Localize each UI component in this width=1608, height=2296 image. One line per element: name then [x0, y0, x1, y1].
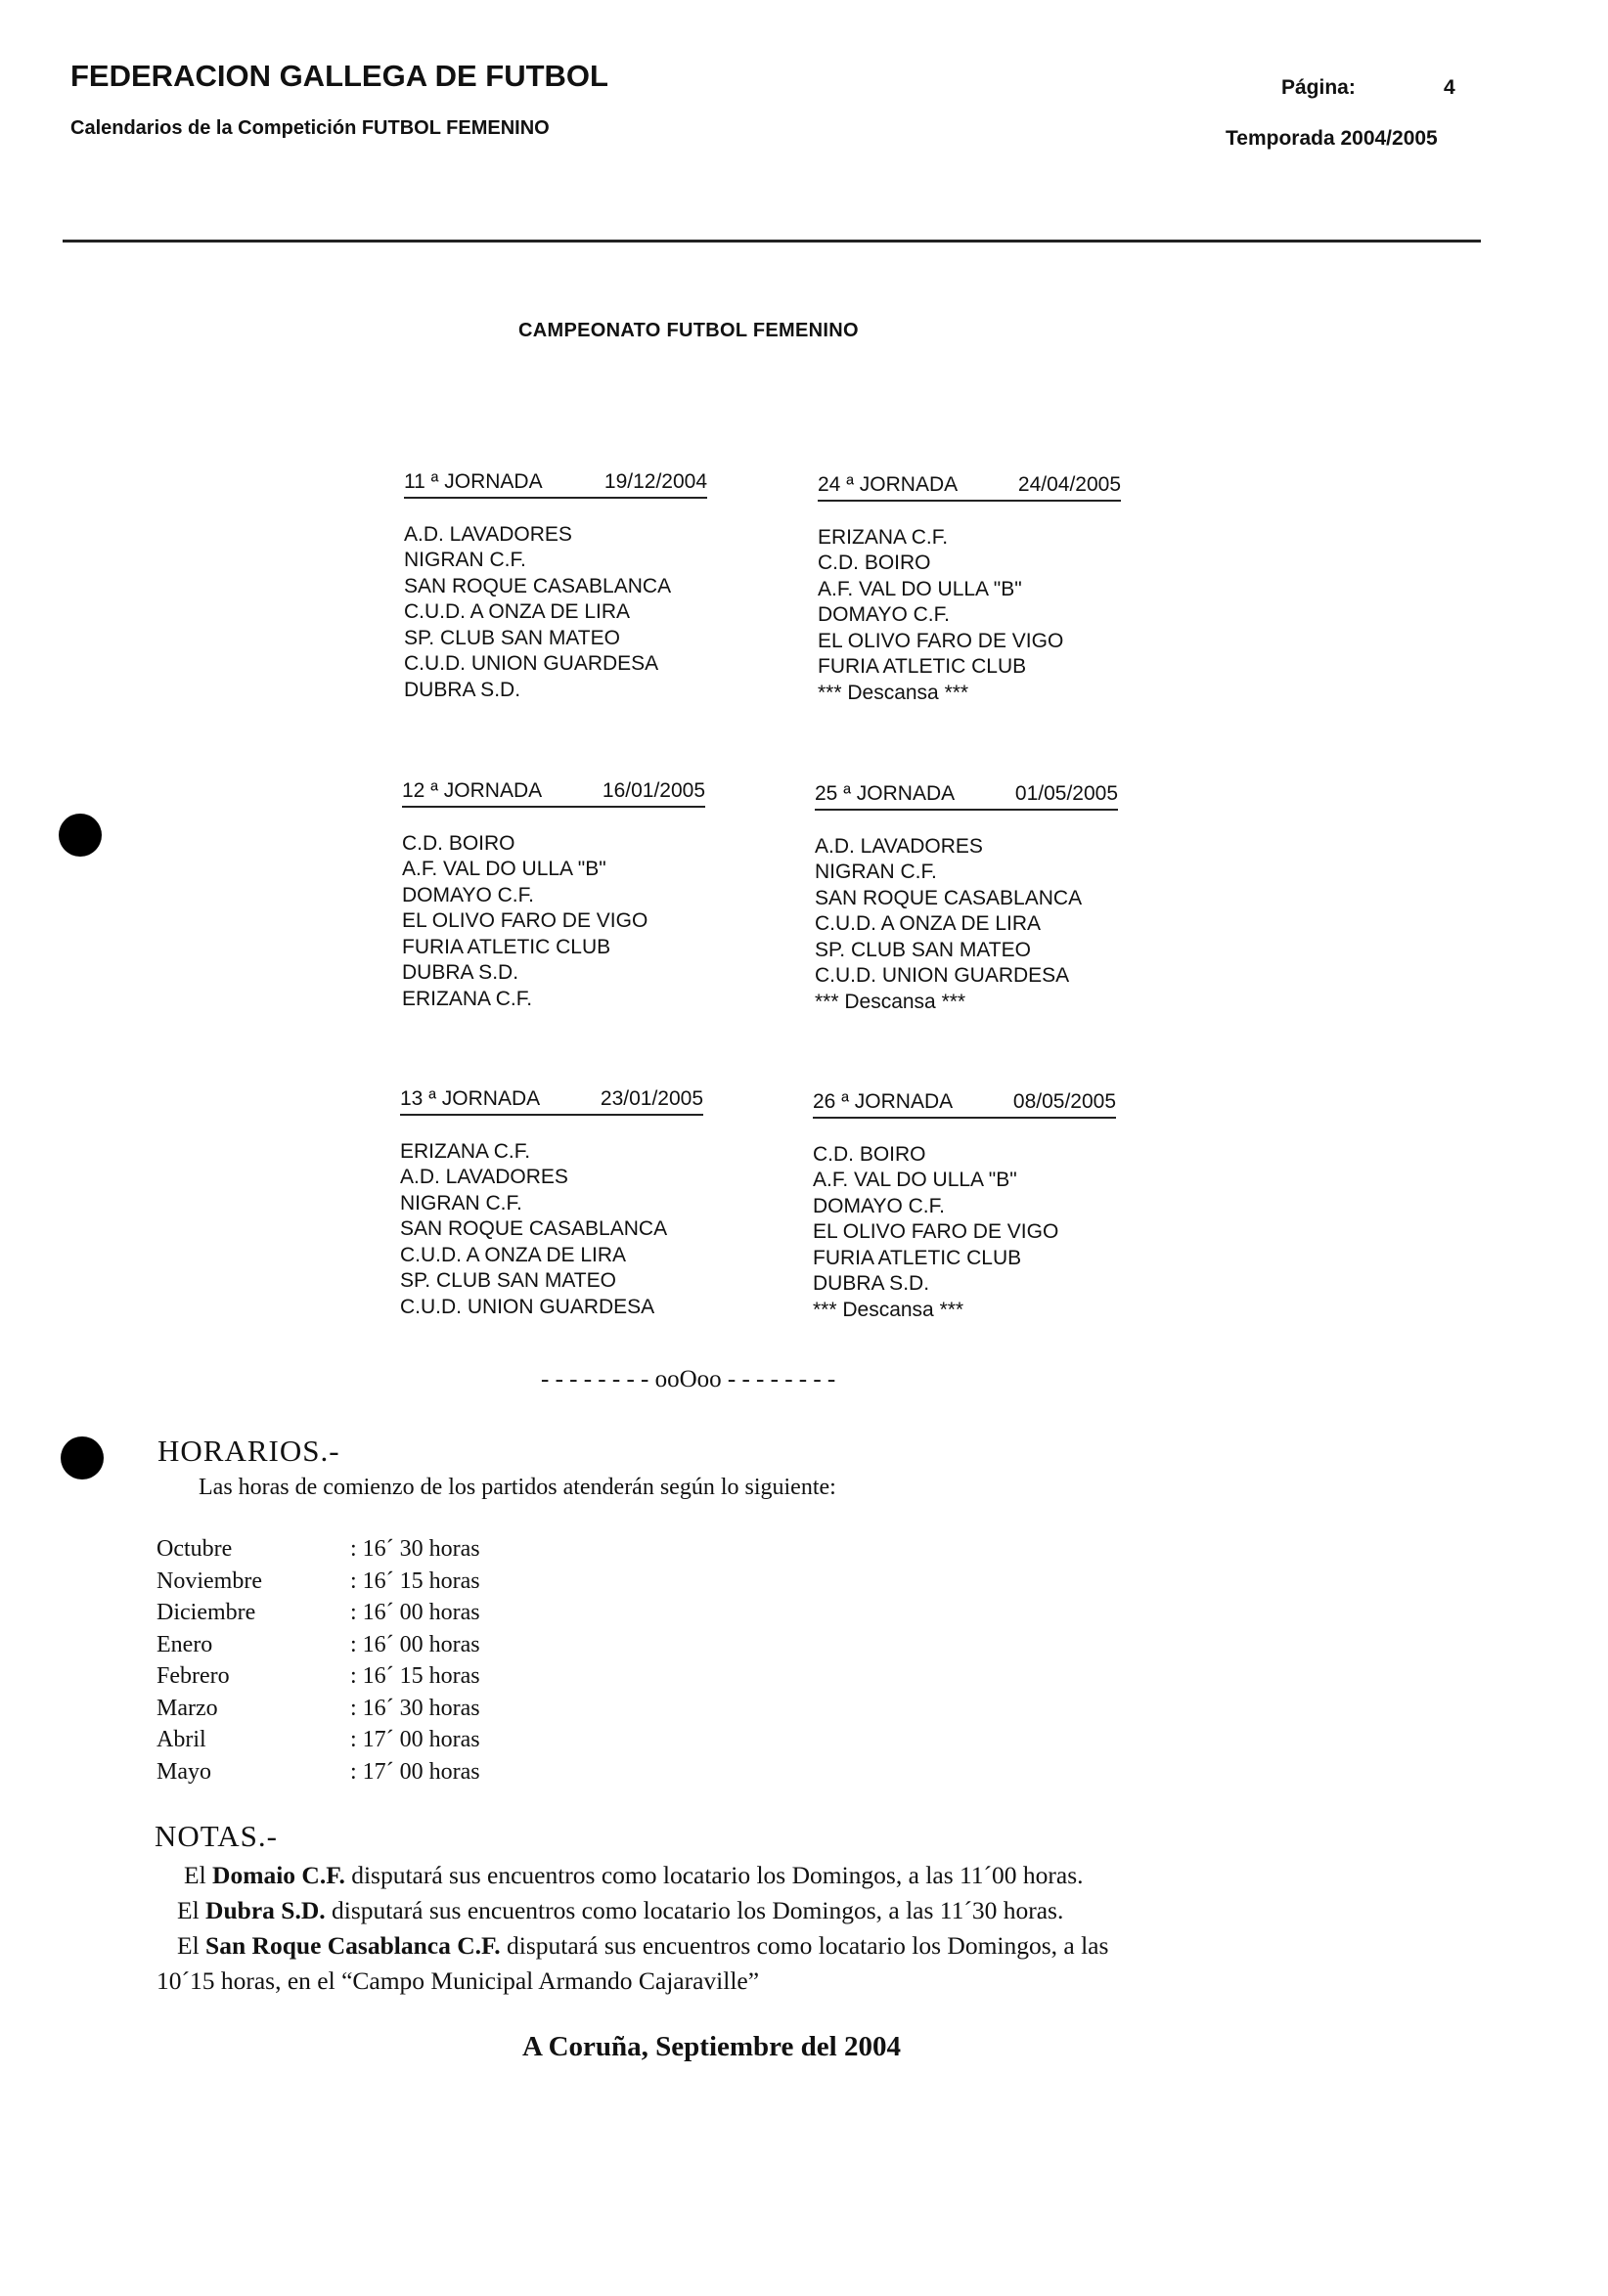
team-name: C.D. BOIRO [813, 1142, 926, 1166]
team-name: DUBRA S.D. [402, 961, 519, 984]
team-name: DOMAYO C.F. [818, 603, 950, 626]
team-name: FURIA ATLETIC CLUB [818, 655, 1027, 678]
team-name: A.D. LAVADORES [404, 522, 572, 546]
schedule-time: : 16´ 15 horas [350, 1567, 480, 1594]
team-name: A.D. LAVADORES [400, 1166, 568, 1188]
punch-hole-upper [59, 814, 102, 857]
round-label: 26 ª JORNADA [813, 1090, 954, 1113]
round-block [815, 781, 1118, 1015]
team-name: C.U.D. A ONZA DE LIRA [400, 1243, 627, 1266]
page-label: Página: [1281, 76, 1356, 99]
schedule-time: : 16´ 15 horas [350, 1663, 480, 1689]
schedule-row [156, 1597, 480, 1629]
note-text: disputará sus encuentros como locatario los Domingos, a las [500, 1931, 1109, 1960]
round-header [400, 1086, 703, 1116]
page-number: 4 [1444, 76, 1455, 99]
round-label: 12 ª JORNADA [402, 779, 543, 802]
horarios-intro: Las horas de comienzo de los partidos atenderán según lo siguiente: [199, 1475, 836, 1500]
notas-body [156, 1858, 1108, 1999]
team-name: EL OLIVO FARO DE VIGO [402, 909, 648, 932]
note-line [156, 1858, 1108, 1893]
club-name: Dubra S.D. [205, 1896, 326, 1924]
team-name: FURIA ATLETIC CLUB [813, 1246, 1022, 1269]
schedule-row [156, 1629, 480, 1661]
schedule-time: : 17´ 00 horas [350, 1727, 480, 1752]
schedule-row [156, 1756, 480, 1788]
team-name: C.U.D. A ONZA DE LIRA [815, 912, 1042, 935]
schedule-table [156, 1533, 480, 1788]
note-prefix: El [177, 1931, 206, 1960]
round-block [813, 1089, 1116, 1323]
team-name: FURIA ATLETIC CLUB [402, 935, 611, 958]
team-name: EL OLIVO FARO DE VIGO [818, 629, 1064, 652]
team-name: C.U.D. UNION GUARDESA [815, 964, 1070, 987]
team-name: DUBRA S.D. [404, 678, 521, 701]
team-name: A.F. VAL DO ULLA "B" [818, 577, 1022, 600]
schedule-row [156, 1533, 480, 1566]
note-prefix: El [184, 1861, 213, 1889]
header-divider [63, 240, 1481, 243]
note-continuation: 10´15 horas, en el “Campo Municipal Armando Cajaraville” [156, 1966, 760, 1995]
team-name: SP. CLUB SAN MATEO [815, 938, 1031, 961]
note-text: disputará sus encuentros como locatario los Domingos, a las 11´00 horas. [344, 1861, 1084, 1889]
round-header [815, 781, 1118, 811]
schedule-month: Octubre [156, 1536, 233, 1562]
round-block [404, 469, 707, 703]
notas-title: NOTAS.- [155, 1819, 278, 1853]
note-prefix: El [177, 1896, 206, 1924]
team-name: C.U.D. UNION GUARDESA [404, 652, 659, 675]
team-name: A.F. VAL DO ULLA "B" [813, 1169, 1017, 1191]
team-name: NIGRAN C.F. [404, 549, 526, 571]
federation-title: FEDERACION GALLEGA DE FUTBOL [70, 59, 608, 93]
document-subtitle: Calendarios de la Competición FUTBOL FEMENINO [70, 117, 550, 139]
note-text: disputará sus encuentros como locatario los Domingos, a las 11´30 horas. [325, 1896, 1064, 1924]
round-date: 24/04/2005 [1017, 473, 1121, 496]
team-name: SAN ROQUE CASABLANCA [815, 886, 1083, 909]
round-date: 01/05/2005 [1014, 782, 1118, 805]
section-separator: - - - - - - - - ooOoo - - - - - - - - [541, 1366, 836, 1392]
round-date: 08/05/2005 [1012, 1090, 1116, 1113]
schedule-month: Mayo [156, 1758, 211, 1785]
schedule-time: : 16´ 00 horas [350, 1600, 480, 1625]
round-date: 19/12/2004 [603, 470, 707, 493]
round-label: 13 ª JORNADA [400, 1087, 541, 1110]
place-date-footer: A Coruña, Septiembre del 2004 [522, 2031, 901, 2062]
note-line [156, 1893, 1108, 1928]
team-name: ERIZANA C.F. [400, 1139, 531, 1163]
schedule-row [156, 1566, 480, 1598]
schedule-row [156, 1660, 480, 1693]
team-name: C.U.D. A ONZA DE LIRA [404, 600, 631, 623]
schedule-month: Enero [156, 1631, 213, 1657]
bye-marker: *** Descansa *** [815, 990, 966, 1013]
punch-hole-lower [61, 1436, 104, 1479]
round-header [404, 469, 707, 499]
championship-title: CAMPEONATO FUTBOL FEMENINO [518, 320, 859, 341]
team-name: NIGRAN C.F. [400, 1191, 522, 1214]
schedule-row [156, 1693, 480, 1725]
round-label: 25 ª JORNADA [815, 782, 956, 805]
team-name: EL OLIVO FARO DE VIGO [813, 1220, 1059, 1243]
round-header [402, 778, 705, 808]
schedule-month: Marzo [156, 1695, 218, 1721]
team-name: SP. CLUB SAN MATEO [400, 1269, 616, 1292]
team-name: NIGRAN C.F. [815, 861, 937, 883]
horarios-title: HORARIOS.- [157, 1434, 340, 1468]
schedule-month: Diciembre [156, 1600, 256, 1625]
schedule-month: Abril [156, 1727, 206, 1752]
bye-marker: *** Descansa *** [818, 681, 969, 704]
round-block [400, 1086, 703, 1320]
team-name: C.D. BOIRO [818, 552, 931, 574]
team-name: ERIZANA C.F. [818, 525, 949, 549]
round-date: 16/01/2005 [602, 779, 705, 802]
schedule-row [156, 1724, 480, 1756]
team-name: SAN ROQUE CASABLANCA [400, 1217, 668, 1240]
team-name: SAN ROQUE CASABLANCA [404, 574, 672, 597]
schedule-time: : 16´ 30 horas [350, 1695, 480, 1721]
club-name: San Roque Casablanca C.F. [205, 1931, 501, 1960]
team-name: C.U.D. UNION GUARDESA [400, 1295, 655, 1318]
round-header [813, 1089, 1116, 1119]
round-block [402, 778, 705, 1012]
team-name: DUBRA S.D. [813, 1272, 930, 1295]
round-label: 24 ª JORNADA [818, 473, 959, 496]
club-name: Domaio C.F. [212, 1861, 345, 1889]
schedule-time: : 16´ 30 horas [350, 1536, 480, 1562]
schedule-month: Noviembre [156, 1567, 262, 1594]
round-block [818, 472, 1121, 706]
season-label: Temporada 2004/2005 [1226, 127, 1438, 150]
team-name: SP. CLUB SAN MATEO [404, 626, 620, 649]
team-name: A.D. LAVADORES [815, 834, 983, 858]
note-line [156, 1928, 1108, 1964]
team-name: A.F. VAL DO ULLA "B" [402, 858, 606, 880]
round-label: 11 ª JORNADA [404, 470, 543, 493]
schedule-time: : 17´ 00 horas [350, 1758, 480, 1785]
schedule-time: : 16´ 00 horas [350, 1631, 480, 1657]
team-name: DOMAYO C.F. [402, 883, 534, 906]
team-name: C.D. BOIRO [402, 831, 515, 855]
round-date: 23/01/2005 [600, 1087, 703, 1110]
round-header [818, 472, 1121, 502]
schedule-month: Febrero [156, 1663, 230, 1689]
bye-marker: *** Descansa *** [813, 1298, 964, 1321]
team-name: DOMAYO C.F. [813, 1194, 945, 1217]
team-name: ERIZANA C.F. [402, 987, 533, 1010]
